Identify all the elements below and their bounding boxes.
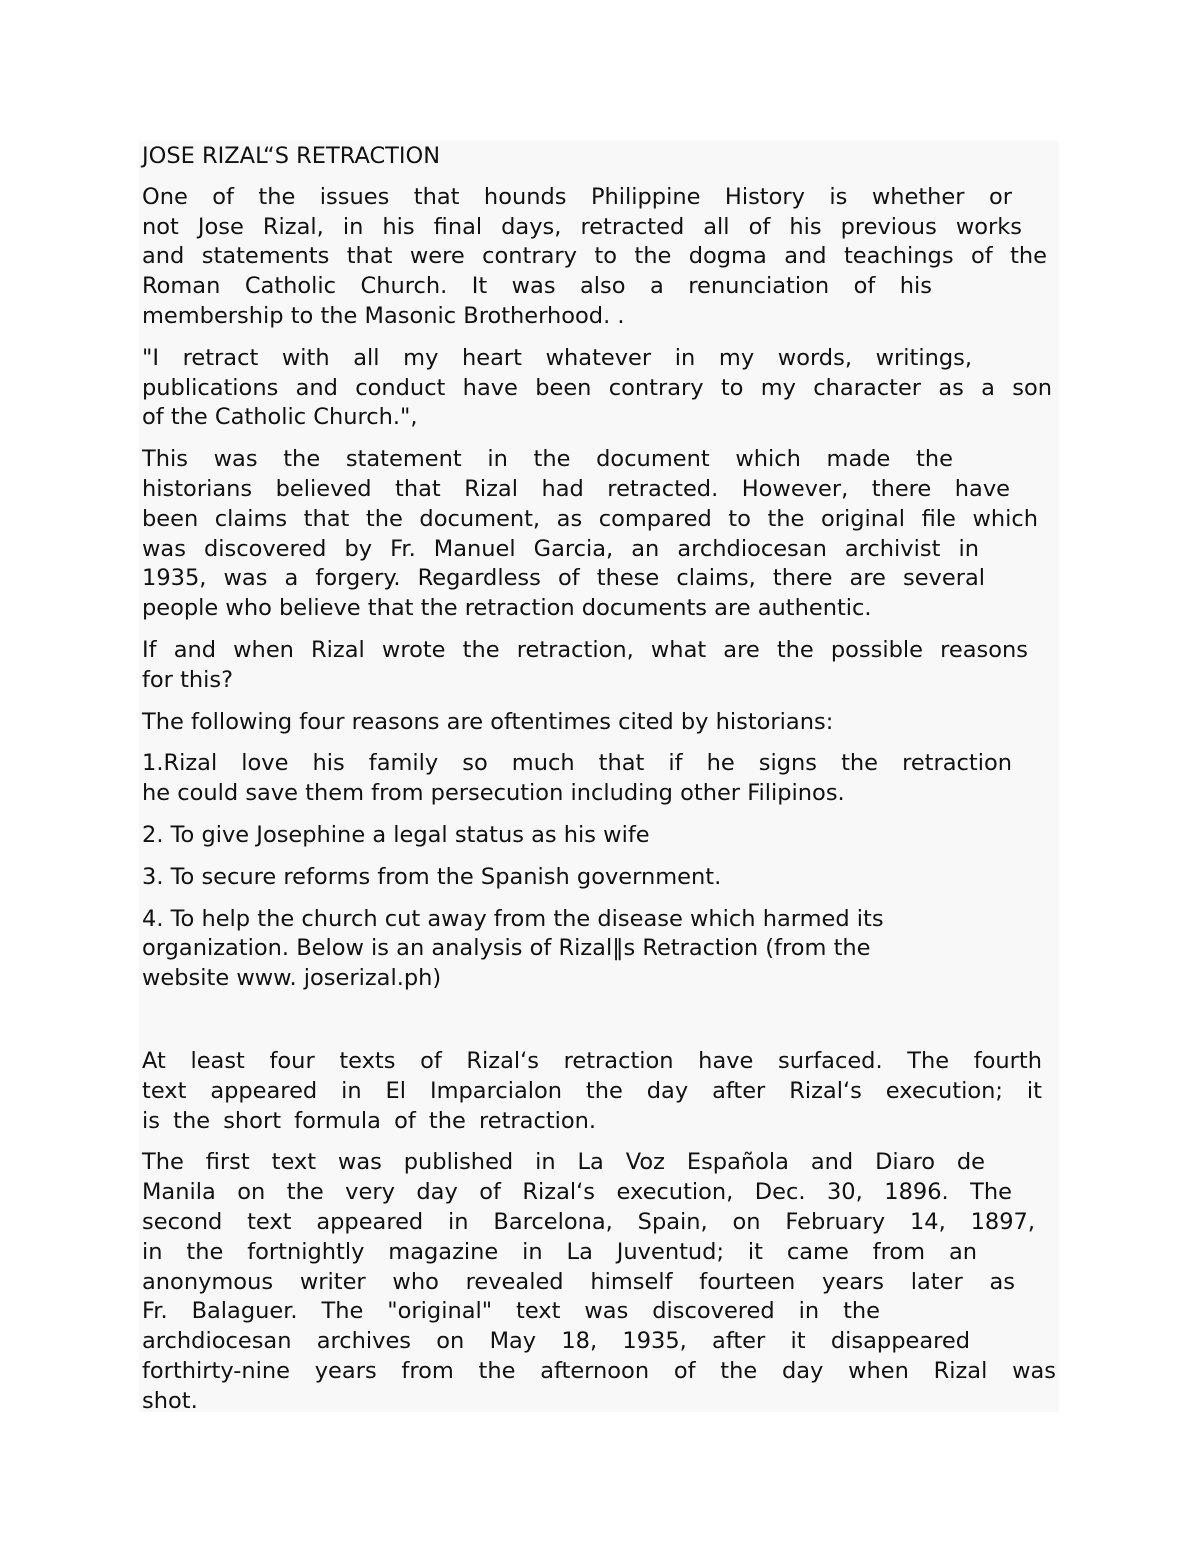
paragraph-line: If and when Rizal wrote the retraction, what are the possible reasons — [142, 636, 1028, 663]
paragraph-line: in the fortnightly magazine in La Juventud; it came from an — [142, 1238, 977, 1265]
paragraph-line: of the Catholic Church.", — [142, 404, 418, 431]
paragraph-line: people who believe that the retraction documents are authentic. — [142, 595, 872, 622]
paragraph-line: and statements that were contrary to the dogma and teachings of the — [142, 243, 1047, 270]
paragraph-line: website www. joserizal.ph) — [142, 965, 442, 992]
paragraph-line: 1.Rizal love his family so much that if he signs the retraction — [142, 750, 1012, 777]
list-item-1 — [142, 749, 1059, 809]
paragraph-line: not Jose Rizal, in his final days, retracted all of his previous works — [142, 213, 1022, 240]
paragraph-line: been claims that the document, as compared to the original file which — [142, 505, 1038, 532]
document-title: JOSE RIZAL“S RETRACTION — [142, 143, 441, 169]
paragraph-4 — [142, 636, 1059, 696]
paragraph-line: This was the statement in the document which made the — [142, 446, 953, 473]
paragraph-5 — [142, 708, 1059, 738]
paragraph-line: 3. To secure reforms from the Spanish government. — [142, 863, 722, 890]
paragraph-line: At least four texts of Rizal‘s retraction have surfaced. The fourth — [142, 1047, 1042, 1074]
paragraph-line: "I retract with all my heart whatever in my words, writings, — [142, 344, 972, 371]
paragraph-line: One of the issues that hounds Philippine History is whether or — [142, 183, 1012, 210]
paragraph-line: he could save them from persecution including other Filipinos. — [142, 780, 845, 807]
paragraph-line: The first text was published in La Voz Española and Diaro de — [142, 1149, 985, 1176]
document-body — [139, 141, 1059, 1412]
paragraph-7 — [142, 1148, 1059, 1416]
paragraph-line: is the short formula of the retraction. — [142, 1107, 597, 1134]
paragraph-6 — [142, 1047, 1059, 1136]
paragraph-line: archdiocesan archives on May 18, 1935, after it disappeared — [142, 1328, 970, 1355]
paragraph-line: was discovered by Fr. Manuel Garcia, an archdiocesan archivist in — [142, 535, 979, 562]
paragraph-line: Roman Catholic Church. It was also a renunciation of his — [142, 273, 932, 300]
paragraph-line: forthirty-nine years from the afternoon of the day when Rizal was — [142, 1357, 1056, 1384]
paragraph-line: anonymous writer who revealed himself fourteen years later as — [142, 1268, 1015, 1295]
paragraph-line: for this? — [142, 666, 234, 693]
list-item-3 — [142, 863, 1059, 893]
paragraph-line: organization. Below is an analysis of Rizal‖s Retraction (from the — [142, 935, 871, 962]
list-item-4 — [142, 905, 1059, 994]
paragraph-line: second text appeared in Barcelona, Spain, on February 14, 1897, — [142, 1208, 1035, 1235]
paragraph-line: 4. To help the church cut away from the disease which harmed its — [142, 905, 884, 932]
paragraph-line: membership to the Masonic Brotherhood. . — [142, 302, 625, 329]
paragraph-line: 1935, was a forgery. Regardless of these claims, there are several — [142, 565, 985, 592]
paragraph-line: publications and conduct have been contrary to my character as a son — [142, 374, 1052, 401]
paragraph-line: The following four reasons are oftentimes cited by historians: — [142, 708, 834, 735]
paragraph-line: 2. To give Josephine a legal status as his wife — [142, 821, 650, 848]
paragraph-2 — [142, 344, 1059, 433]
paragraph-line: Fr. Balaguer. The "original" text was discovered in the — [142, 1298, 880, 1325]
paragraph-line: historians believed that Rizal had retracted. However, there have — [142, 475, 1010, 502]
paragraph-line: Manila on the very day of Rizal‘s execution, Dec. 30, 1896. The — [142, 1179, 1012, 1206]
list-item-2 — [142, 821, 1059, 851]
paragraph-1 — [142, 183, 1059, 332]
paragraph-line: shot. — [142, 1387, 198, 1414]
paragraph-line: text appeared in El Imparcialon the day after Rizal‘s execution; it — [142, 1077, 1042, 1104]
paragraph-3 — [142, 445, 1059, 624]
